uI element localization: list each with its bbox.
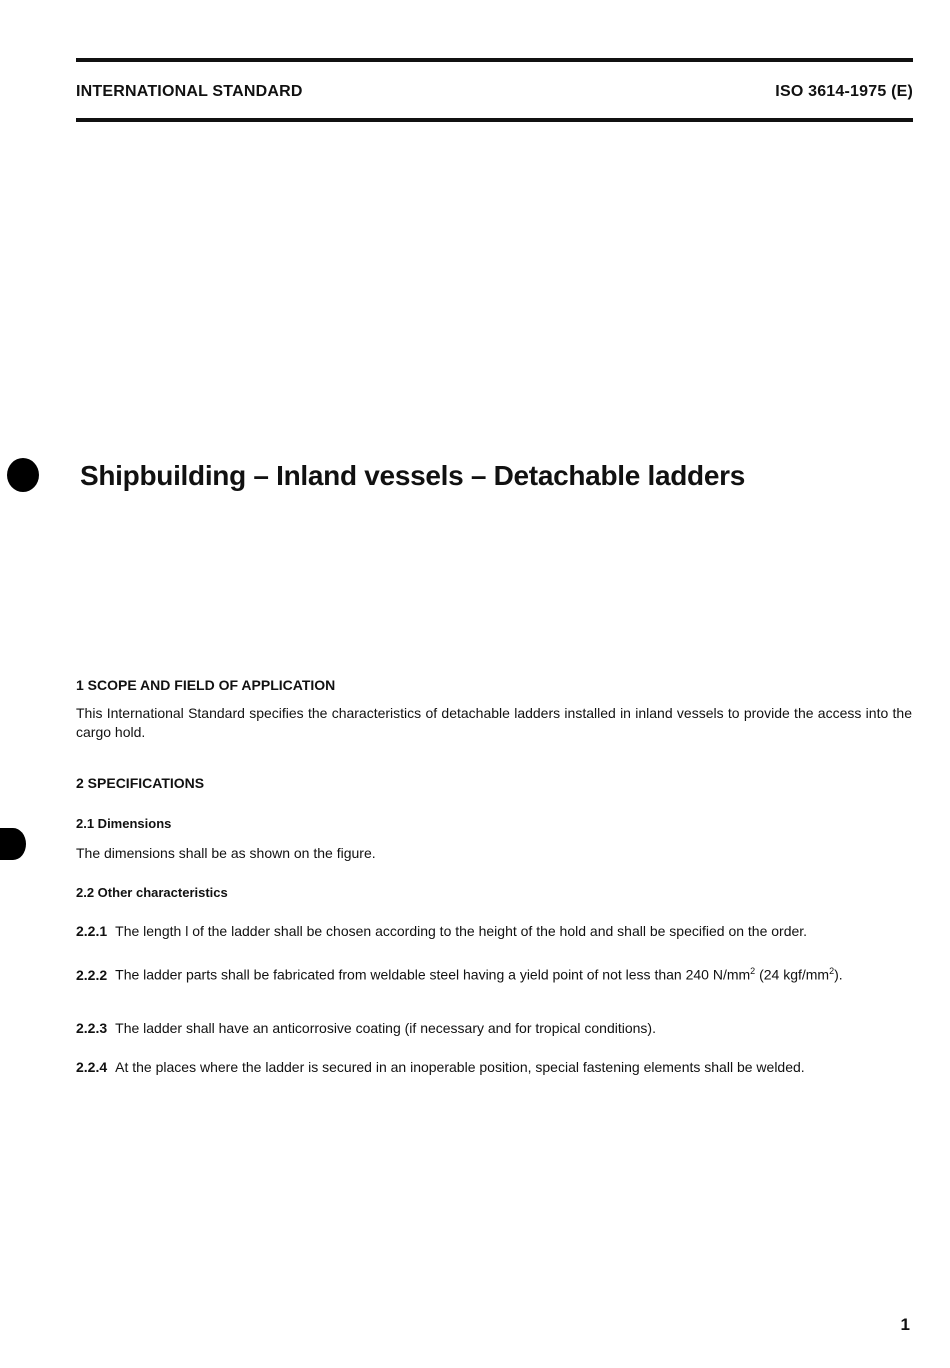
clause-number: 2.2.1 — [76, 923, 108, 939]
clause-2-2-4 — [76, 1058, 912, 1077]
document-title: Shipbuilding – Inland vessels – Detachable ladders — [80, 460, 745, 491]
section-other-characteristics — [76, 883, 912, 902]
section-dimensions — [76, 814, 912, 863]
subsection-heading: 2.1 Dimensions — [76, 816, 172, 831]
section-specifications — [76, 774, 912, 793]
clause-2-2-1 — [76, 922, 912, 941]
section-body: The dimensions shall be as shown on the figure. — [76, 845, 376, 861]
clause-number: 2.2.3 — [76, 1020, 108, 1036]
clause-text: (24 kgf/mm — [755, 966, 830, 983]
subsection-heading: 2.2 Other characteristics — [76, 885, 228, 900]
clause-2-2-2 — [76, 962, 912, 985]
document-type-label: INTERNATIONAL STANDARD — [76, 83, 303, 100]
page-number: 1 — [900, 1315, 910, 1334]
clause-number: 2.2.4 — [76, 1059, 108, 1075]
clause-text: The ladder shall have an anticorrosive coating (if necessary and for tropical conditions). — [115, 1020, 656, 1036]
section-heading: 1 SCOPE AND FIELD OF APPLICATION — [76, 677, 336, 693]
clause-text: The length l of the ladder shall be chosen according to the height of the hold and shall be specified on the order. — [115, 923, 808, 939]
section-scope — [76, 676, 912, 742]
clause-text: At the places where the ladder is secured in an inoperable position, special fastening elements shall be welded. — [115, 1059, 805, 1075]
header-rule-top — [76, 58, 913, 62]
clause-number: 2.2.2 — [76, 966, 108, 983]
punch-hole-mark — [7, 458, 39, 492]
section-body: This International Standard specifies the characteristics of detachable ladders installed in inland vessels to provide the access into the cargo hold. — [76, 705, 912, 740]
header-rule-bottom — [76, 118, 913, 122]
clause-text: The ladder parts shall be fabricated from weldable steel having a yield point of not less than 240 N/mm — [115, 966, 751, 983]
superscript: 2 — [750, 966, 756, 976]
punch-hole-mark — [0, 828, 26, 860]
standard-number: ISO 3614-1975 (E) — [775, 83, 913, 100]
superscript: 2 — [829, 966, 835, 976]
clause-2-2-3 — [76, 1019, 912, 1038]
clause-text: ). — [834, 966, 843, 983]
section-heading: 2 SPECIFICATIONS — [76, 775, 205, 791]
